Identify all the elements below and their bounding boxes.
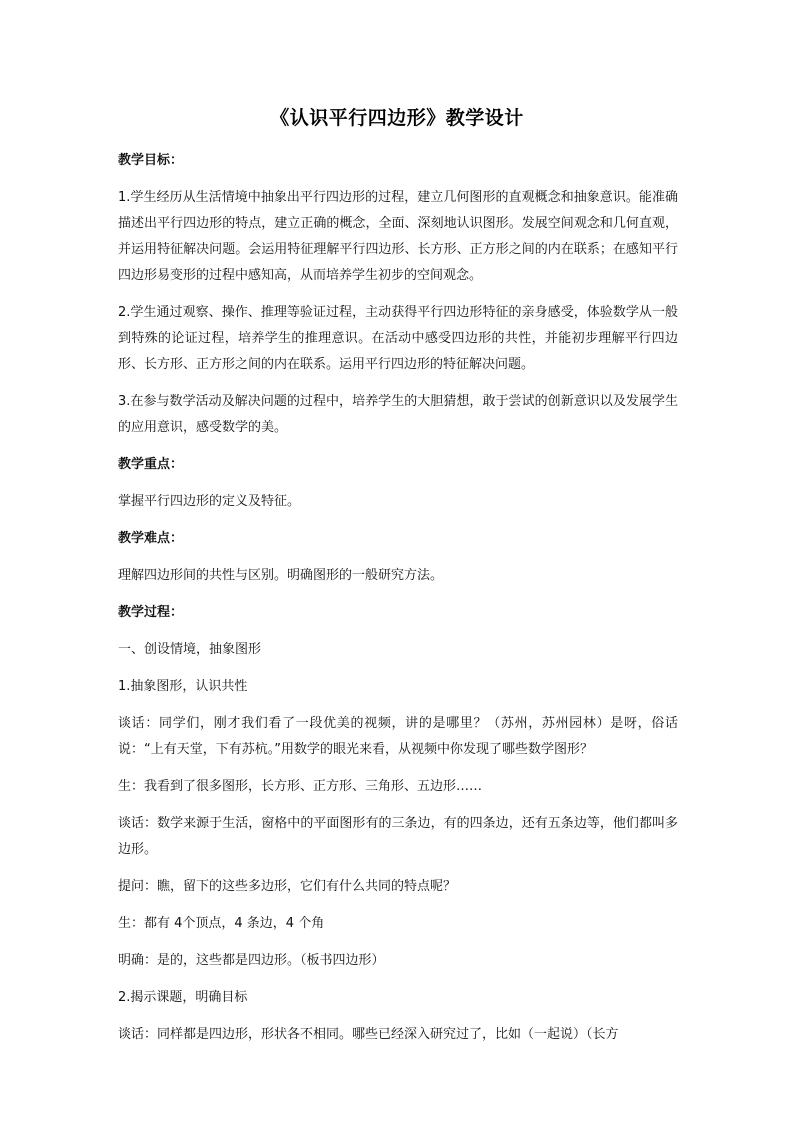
key-heading: 教学重点：	[118, 457, 184, 472]
objectives-heading: 教学目标：	[118, 153, 184, 168]
document-title: 《认识平行四边形》教学设计	[270, 107, 524, 129]
objective-2: 2.学生通过观察、操作、推理等验证过程，主动获得平行四边形特征的亲身感受，体验数学从一般到特殊的论证过程，培养学生的推理意识。在活动中感受四边形的共性，并能初步理解平行四边形、长方形、正方形之间的内在联系。运用平行四边形的特征解决问题。	[118, 305, 678, 372]
key-text: 掌握平行四边形的定义及特征。	[118, 494, 301, 509]
dialogue-student-1: 生：我看到了很多图形，长方形、正方形、三角形、五边形……	[118, 779, 483, 794]
dialogue-talk-2: 谈话：数学来源于生活，窗格中的平面图形有的三条边，有的四条边，还有五条边等，他们都叫多边形。	[118, 816, 678, 857]
objective-1: 1.学生经历从生活情境中抽象出平行四边形的过程，建立几何图形的直观概念和抽象意识。能准确描述出平行四边形的特点，建立正确的概念，全面、深刻地认识图形。发展空间观念和几何直观，并运用特征解决问题。会运用特征理解平行四边形、长方形、正方形之间的内在联系；在感知平行四边形易变形的过程中感知高，从而培养学生初步的空间观念。	[118, 190, 678, 283]
dialogue-question-1: 提问：瞧，留下的这些多边形，它们有什么共同的特点呢？	[118, 879, 457, 894]
dialogue-talk-3: 谈话：同样都是四边形，形状各不相同。哪些已经深入研究过了，比如（一起说）（长方	[118, 1027, 619, 1042]
dialogue-talk-1: 谈话：同学们，刚才我们看了一段优美的视频，讲的是哪里？（苏州，苏州园林）是呀，俗话说：“上有天堂，下有苏杭。”用数学的眼光来看，从视频中你发现了哪些数学图形？	[118, 716, 678, 757]
difficulty-text: 理解四边形间的共性与区别。明确图形的一般研究方法。	[118, 568, 444, 583]
dialogue-clarify-1: 明确：是的，这些都是四边形。（板书四边形）	[118, 953, 385, 968]
step-2-heading: 2.揭示课题，明确目标	[118, 990, 248, 1005]
dialogue-student-2: 生：都有 4个顶点，4 条边，4 个角	[118, 916, 325, 931]
document-body	[118, 148, 678, 1059]
step-1-heading: 1.抽象图形，认识共性	[118, 679, 248, 694]
process-heading: 教学过程：	[118, 605, 184, 620]
difficulty-heading: 教学难点：	[118, 531, 184, 546]
section-1-heading: 一、创设情境，抽象图形	[118, 642, 262, 657]
objective-3: 3.在参与数学活动及解决问题的过程中，培养学生的大胆猜想，敢于尝试的创新意识以及发展学生的应用意识，感受数学的美。	[118, 394, 678, 435]
